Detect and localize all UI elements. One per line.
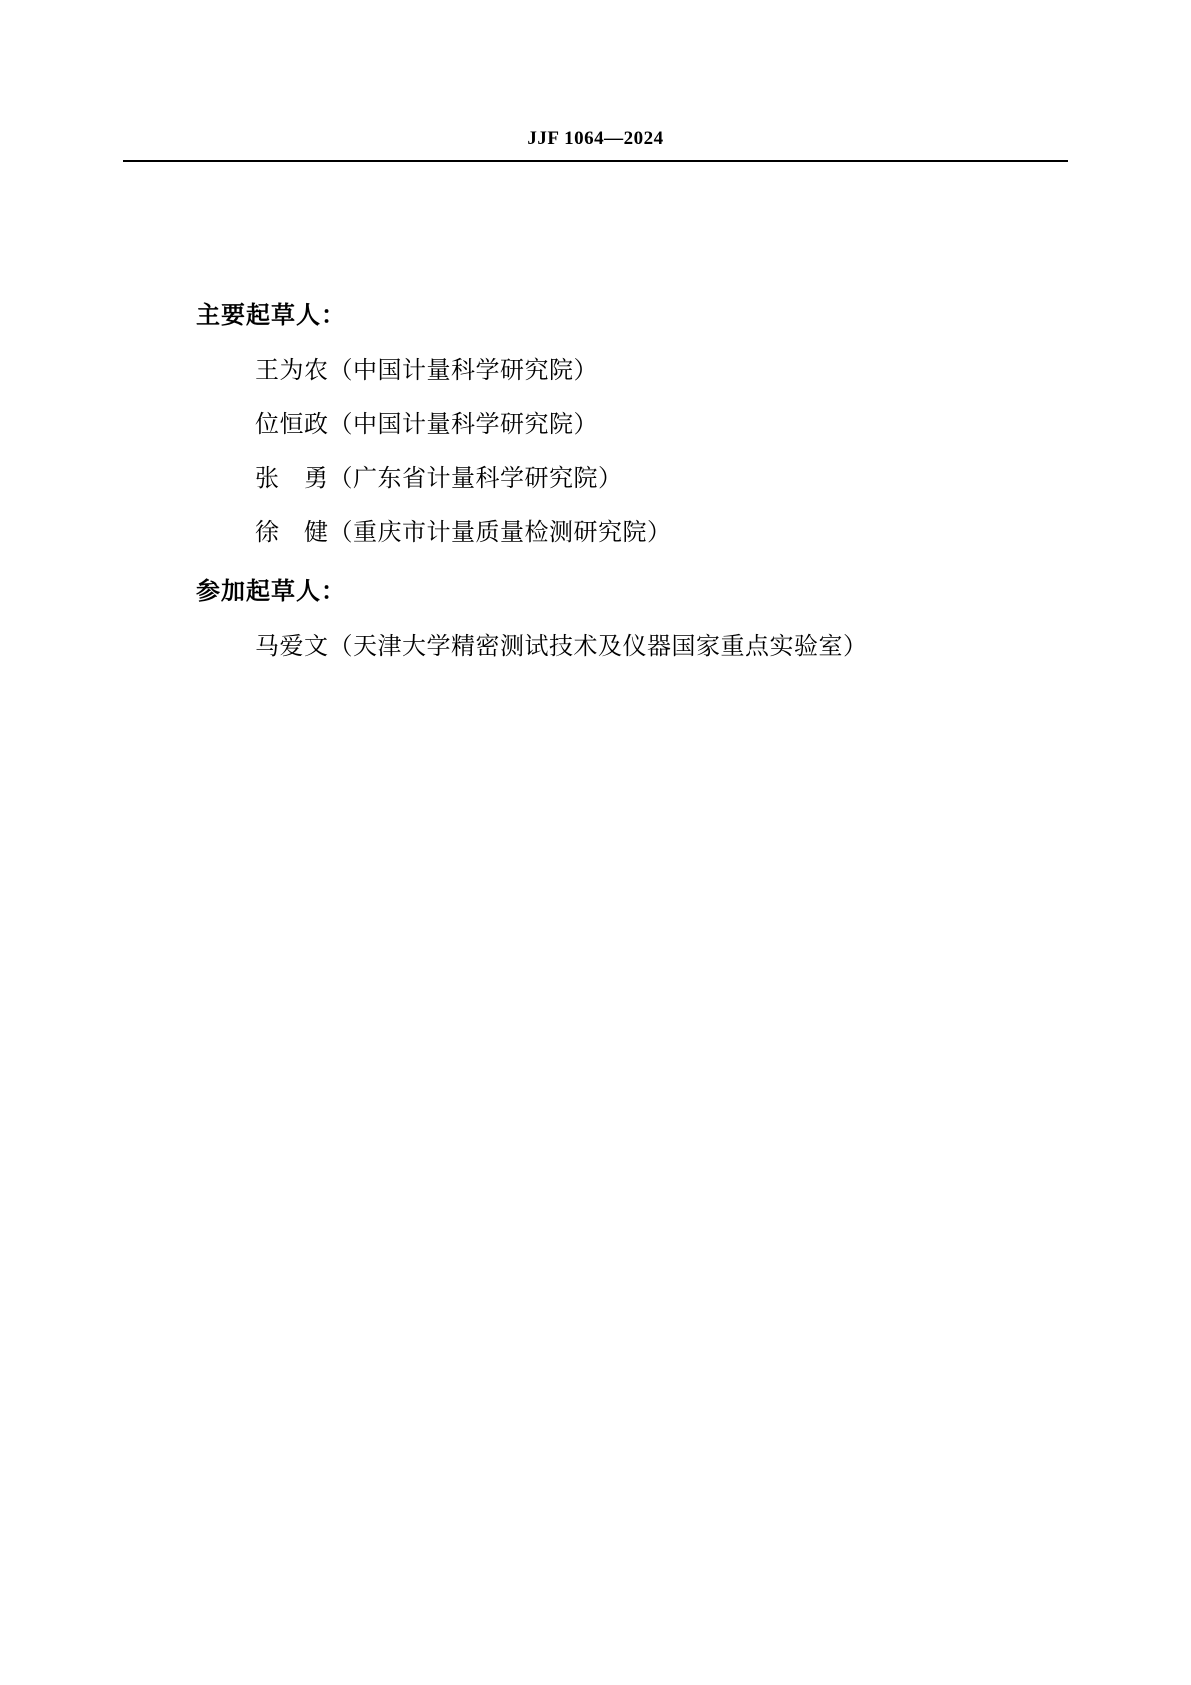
list-item: 徐 健（重庆市计量质量检测研究院） (255, 518, 672, 546)
drafters-main-group (0, 295, 1191, 547)
list-item: 马爱文（天津大学精密测试技术及仪器国家重点实验室） (255, 632, 868, 660)
list-item: 张 勇（广东省计量科学研究院） (255, 464, 623, 492)
page-content (0, 295, 1191, 680)
section-title-main-drafters: 主要起草人： (196, 301, 346, 329)
section-title-participating-drafters: 参加起草人： (196, 577, 346, 605)
list-item: 王为农（中国计量科学研究院） (255, 356, 598, 384)
header-divider (123, 160, 1068, 162)
page-header (0, 128, 1191, 150)
drafters-participating-group (0, 571, 1191, 661)
standard-code: JJF 1064—2024 (527, 128, 664, 149)
list-item: 位恒政（中国计量科学研究院） (255, 410, 598, 438)
